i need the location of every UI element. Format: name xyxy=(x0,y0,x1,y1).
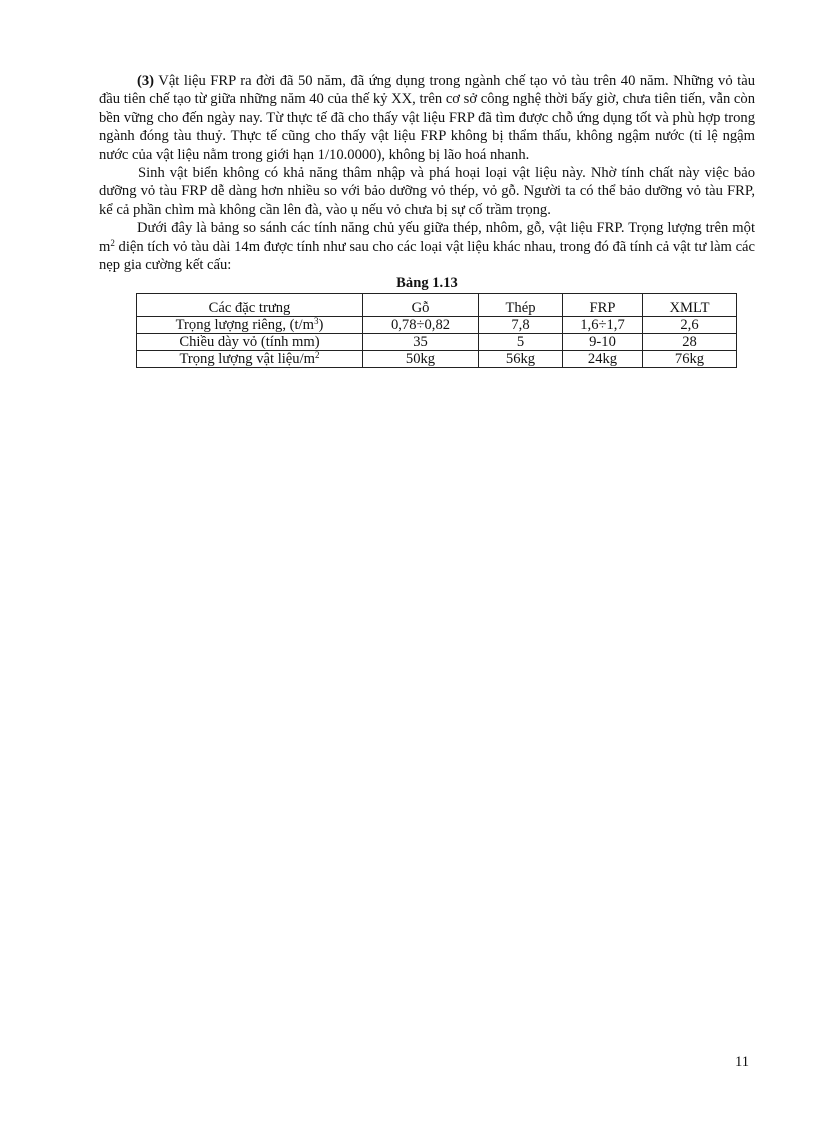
paragraph-3-text-a: Dưới đây là bảng so sánh các tính năng chủ yếu giữa thép, nhôm, gỗ, vật liệu FRP. Trọng lượng trên một m xyxy=(99,220,755,255)
paragraph-number: (3) xyxy=(137,73,155,89)
paragraph-3-text-b: diện tích vỏ tàu dài 14m được tính như sau cho các loại vật liệu khác nhau, trong đó đã tính cả vật tư làm các nẹp gia cường kết cấu: xyxy=(99,238,755,274)
table-row xyxy=(137,350,737,367)
paragraph-2: Sinh vật biển không có khả năng thâm nhập và phá hoại loại vật liệu này. Nhờ tính chất này việc bảo dưỡng vỏ tàu FRP dễ dàng hơn nhiều so với bảo dưỡng vỏ thép, vỏ gỗ. Người ta có thể bảo dưỡng vỏ tàu FRP, kể cả phần chìm mà không cần lên đà, vào ụ nếu vỏ chưa bị sự cố trầm trọng. xyxy=(99,165,755,218)
table-caption: Bảng 1.13 xyxy=(396,275,458,292)
table-cell: 50kg xyxy=(363,350,479,367)
table-cell: 24kg xyxy=(563,350,643,367)
row-label-suffix: ) xyxy=(318,316,324,333)
table-cell: 56kg xyxy=(479,350,563,367)
table-cell: 9-10 xyxy=(563,333,643,350)
table-cell: 2,6 xyxy=(643,316,737,333)
table-cell: 1,6÷1,7 xyxy=(563,316,643,333)
table-header-row xyxy=(137,293,737,316)
superscript: 2 xyxy=(110,237,115,248)
header-cell: XMLT xyxy=(643,293,737,316)
row-label xyxy=(137,316,363,333)
paragraph-3 xyxy=(99,219,755,274)
row-label-text: Chiều dày vỏ (tính mm) xyxy=(179,333,320,350)
table-cell: 35 xyxy=(363,333,479,350)
table-cell: 28 xyxy=(643,333,737,350)
document-body xyxy=(99,72,755,368)
row-label-text: Trọng lượng riêng, (t/m xyxy=(175,316,314,333)
table-row xyxy=(137,333,737,350)
header-cell: Các đặc trưng xyxy=(137,293,363,316)
paragraph-1-text: Vật liệu FRP ra đời đã 50 năm, đã ứng dụng trong ngành chế tạo vỏ tàu trên 40 năm. Những vỏ tàu đầu tiên chế tạo từ giữa những năm 40 của thế kỷ XX, trên cơ sở công nghệ thời bấy giờ, chưa tiên tiến, vẫn còn bền vững cho đến ngày nay. Từ thực tế đã cho thấy vật liệu FRP đã tìm được chỗ ứng dụng tốt và phù hợp trong ngành đóng tàu thuỷ. Thực tế cũng cho thấy vật liệu FRP không bị thẩm thấu, không ngậm nước (tỉ lệ ngậm nước của vật liệu nằm trong giới hạn 1/10.0000), không bị lão hoá nhanh. xyxy=(99,73,755,163)
paragraph-1 xyxy=(99,72,755,164)
table-cell: 76kg xyxy=(643,350,737,367)
comparison-table xyxy=(136,293,737,368)
table-cell: 7,8 xyxy=(479,316,563,333)
row-label xyxy=(137,350,363,367)
row-label-text: Trọng lượng vật liệu/m xyxy=(179,350,315,367)
superscript: 3 xyxy=(313,315,319,326)
table-row xyxy=(137,316,737,333)
header-cell: Thép xyxy=(479,293,563,316)
row-label xyxy=(137,333,363,350)
table-cell: 0,78÷0,82 xyxy=(363,316,479,333)
page-number: 11 xyxy=(735,1054,750,1070)
header-cell: Gỗ xyxy=(363,293,479,316)
header-cell: FRP xyxy=(563,293,643,316)
superscript: 2 xyxy=(315,349,320,360)
table-cell: 5 xyxy=(479,333,563,350)
